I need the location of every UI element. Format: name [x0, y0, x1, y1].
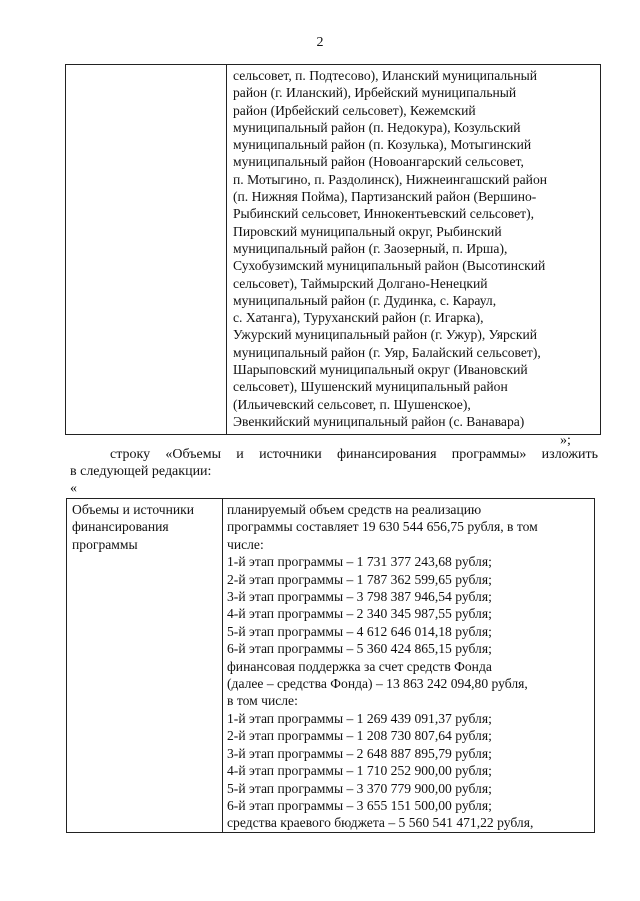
text-line: 6-й этап программы – 3 655 151 500,00 рубля; [227, 797, 492, 813]
text-line: Сухобузимский муниципальный район (Высотинский [233, 258, 546, 274]
text-line: 1-й этап программы – 1 269 439 091,37 рубля; [227, 710, 492, 726]
opening-quote: « [70, 481, 77, 496]
funding-value-cell [223, 499, 595, 833]
text-line: 1-й этап программы – 1 731 377 243,68 рубля; [227, 554, 492, 570]
amendment-paragraph [70, 446, 598, 480]
funding-label [72, 501, 220, 553]
text-line: Объемы и источники [72, 502, 195, 517]
table-row [67, 499, 595, 833]
text-line: программы составляет 19 630 544 656,75 рубля, в том [227, 519, 538, 535]
funding-label-cell [67, 499, 223, 833]
text-line: Шарыповский муниципальный округ (Ивановский [233, 362, 528, 378]
text-line: муниципальный район (г. Уяр, Балайский сельсовет), [233, 344, 541, 360]
empty-cell [66, 65, 227, 435]
text-line: в том числе: [227, 693, 298, 709]
text-line: 4-й этап программы – 2 340 345 987,55 рубля; [227, 606, 492, 622]
regions-cell [227, 65, 601, 435]
text-line: муниципальный район (Новоангарский сельсовет, [233, 154, 524, 170]
text-line: планируемый объем средств на реализацию [227, 502, 482, 517]
text-line: п. Мотыгино, п. Раздолинск), Нижнеингашский район [233, 171, 548, 187]
text-line: (п. Нижняя Пойма), Партизанский район (Вершино- [233, 189, 537, 205]
text-line: (Ильичевский сельсовет, п. Шушенское), [233, 396, 471, 412]
text-line: программы [72, 536, 138, 552]
page-number: 2 [316, 35, 324, 50]
text-line: 2-й этап программы – 1 208 730 807,64 рубля; [227, 728, 492, 744]
text-line: сельсовет), Шушенский муниципальный район [233, 379, 508, 395]
text-line: финансовая поддержка за счет средств Фонда [227, 658, 492, 674]
text-line: 5-й этап программы – 4 612 646 014,18 рубля; [227, 623, 492, 639]
text-line: финансирования [72, 519, 169, 535]
paragraph-line: строку «Объемы и источники финансирования программы» изложить [110, 447, 598, 462]
table-row [66, 65, 601, 435]
text-line: муниципальный район (г. Заозерный, п. Ирша), [233, 240, 508, 256]
text-line: числе: [227, 536, 264, 552]
text-line: 3-й этап программы – 3 798 387 946,54 рубля; [227, 589, 492, 605]
closing-quote: »; [560, 433, 571, 448]
text-line: муниципальный район (п. Козулька), Мотыгинский [233, 137, 532, 153]
text-line: Пировский муниципальный округ, Рыбинский [233, 223, 502, 239]
text-line: Ужурский муниципальный район (г. Ужур), Уярский [233, 327, 537, 343]
text-line: Рыбинский сельсовет, Иннокентьевский сельсовет), [233, 206, 535, 222]
regions-table [65, 64, 601, 435]
text-line: 3-й этап программы – 2 648 887 895,79 рубля; [227, 745, 492, 761]
text-line: 4-й этап программы – 1 710 252 900,00 рубля; [227, 763, 492, 779]
paragraph-line: в следующей редакции: [70, 464, 212, 479]
text-line: средства краевого бюджета – 5 560 541 471,22 рубля, [227, 815, 534, 831]
text-line: муниципальный район (г. Дудинка, с. Караул, [233, 292, 497, 308]
funding-value [227, 501, 592, 832]
text-line: 6-й этап программы – 5 360 424 865,15 рубля; [227, 641, 492, 657]
text-line: 5-й этап программы – 3 370 779 900,00 рубля; [227, 780, 492, 796]
funding-table [66, 498, 595, 833]
text-line: сельсовет, п. Подтесово), Иланский муниципальный [233, 68, 538, 83]
regions-text [233, 67, 596, 430]
text-line: муниципальный район (п. Недокура), Козульский [233, 119, 521, 135]
text-line: район (Ирбейский сельсовет), Кежемский [233, 102, 476, 118]
text-line: район (г. Иланский), Ирбейский муниципальный [233, 85, 517, 101]
text-line: Эвенкийский муниципальный район (с. Ванавара) [233, 413, 525, 429]
text-line: с. Хатанга), Туруханский район (г. Игарка), [233, 310, 484, 326]
text-line: 2-й этап программы – 1 787 362 599,65 рубля; [227, 571, 492, 587]
text-line: (далее – средства Фонда) – 13 863 242 094,80 рубля, [227, 676, 528, 692]
text-line: сельсовет), Таймырский Долгано-Ненецкий [233, 275, 488, 291]
